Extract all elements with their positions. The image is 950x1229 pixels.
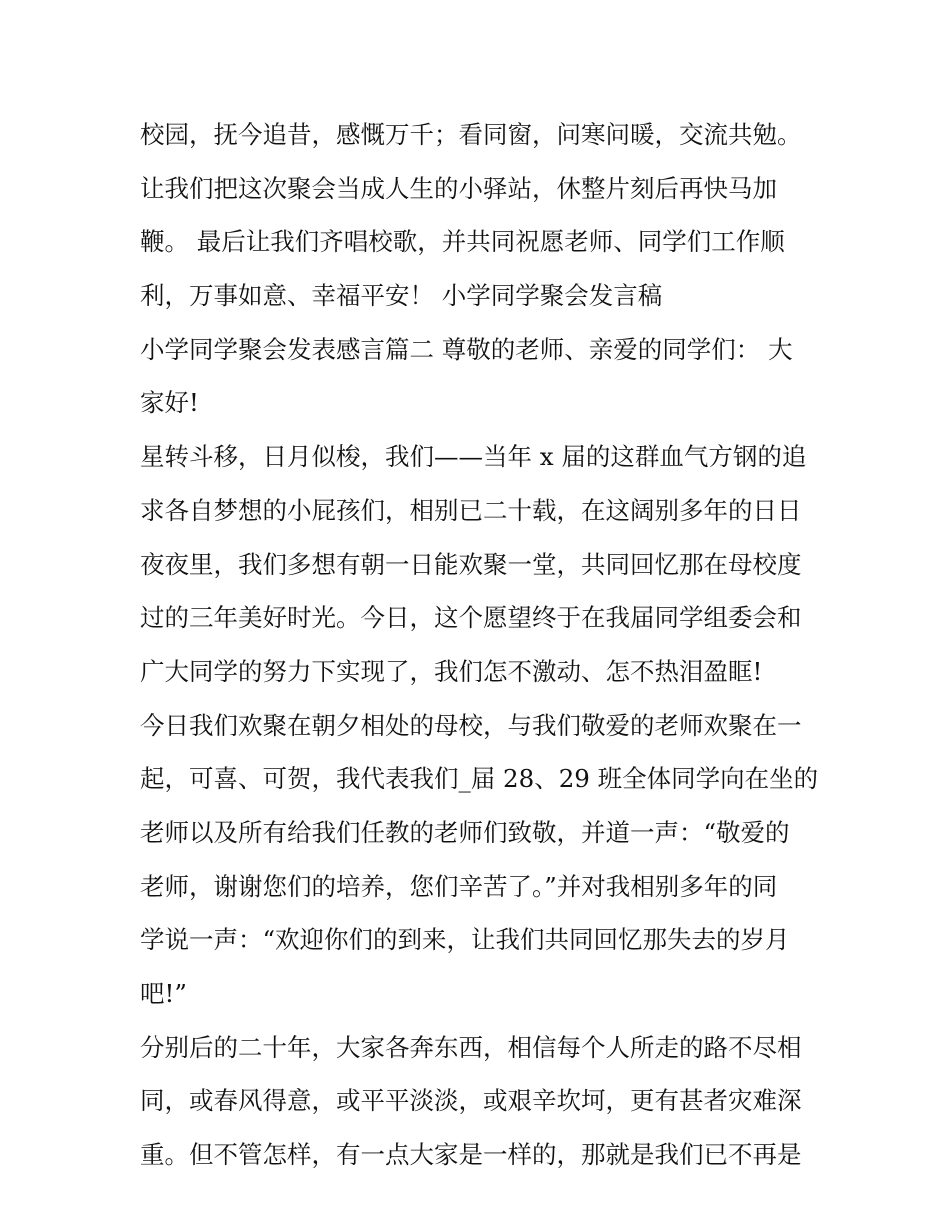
text-line: 利，万事如意、幸福平安！ 小学同学聚会发言稿 — [140, 281, 663, 311]
text-line: 今日我们欢聚在朝夕相处的母校，与我们敬爱的老师欢聚在一 — [140, 710, 802, 740]
text-line: 分别后的二十年，大家各奔东西，相信每个人所走的路不尽相 — [140, 1032, 802, 1062]
text-line: 重。但不管怎样，有一点大家是一样的，那就是我们已不再是 — [140, 1140, 802, 1170]
text-line: 鞭。 最后让我们齐唱校歌，并共同祝愿老师、同学们工作顺 — [140, 227, 785, 257]
text-line: 求各自梦想的小屁孩们，相别已二十载，在这阔别多年的日日 — [140, 495, 802, 525]
text-line: 老师以及所有给我们任教的老师们致敬，并道一声：“敬爱的 — [140, 817, 790, 847]
section-heading-line: 小学同学聚会发表感言篇二 尊敬的老师、亲爱的同学们： 大 — [140, 334, 793, 364]
text-line: 家好! — [140, 388, 199, 418]
text-line: 星转斗移，日月似梭，我们——当年 x 届的这群血气方钢的追 — [140, 442, 807, 472]
text-line: 老师，谢谢您们的培养，您们辛苦了。”并对我相别多年的同 — [140, 871, 778, 901]
text-line: 让我们把这次聚会当成人生的小驿站，休整片刻后再快马加 — [140, 173, 777, 203]
text-line: 学说一声：“欢迎你们的到来，让我们共同回忆那失去的岁月 — [140, 925, 790, 955]
text-line: 夜夜里，我们多想有朝一日能欢聚一堂，共同回忆那在母校度 — [140, 549, 802, 579]
text-line: 同，或春风得意，或平平淡淡，或艰辛坎坷，更有甚者灾难深 — [140, 1086, 802, 1116]
text-line: 吧!” — [140, 979, 187, 1008]
text-line: 起，可喜、可贺，我代表我们_届 28、29 班全体同学向在坐的 — [140, 764, 819, 794]
text-line: 过的三年美好时光。今日，这个愿望终于在我届同学组委会和 — [140, 603, 802, 633]
text-line: 广大同学的努力下实现了，我们怎不激动、怎不热泪盈眶! — [140, 656, 763, 686]
document-body — [140, 108, 820, 1182]
text-line: 校园，抚今追昔，感慨万千；看同窗，问寒问暖，交流共勉。 — [140, 120, 802, 149]
